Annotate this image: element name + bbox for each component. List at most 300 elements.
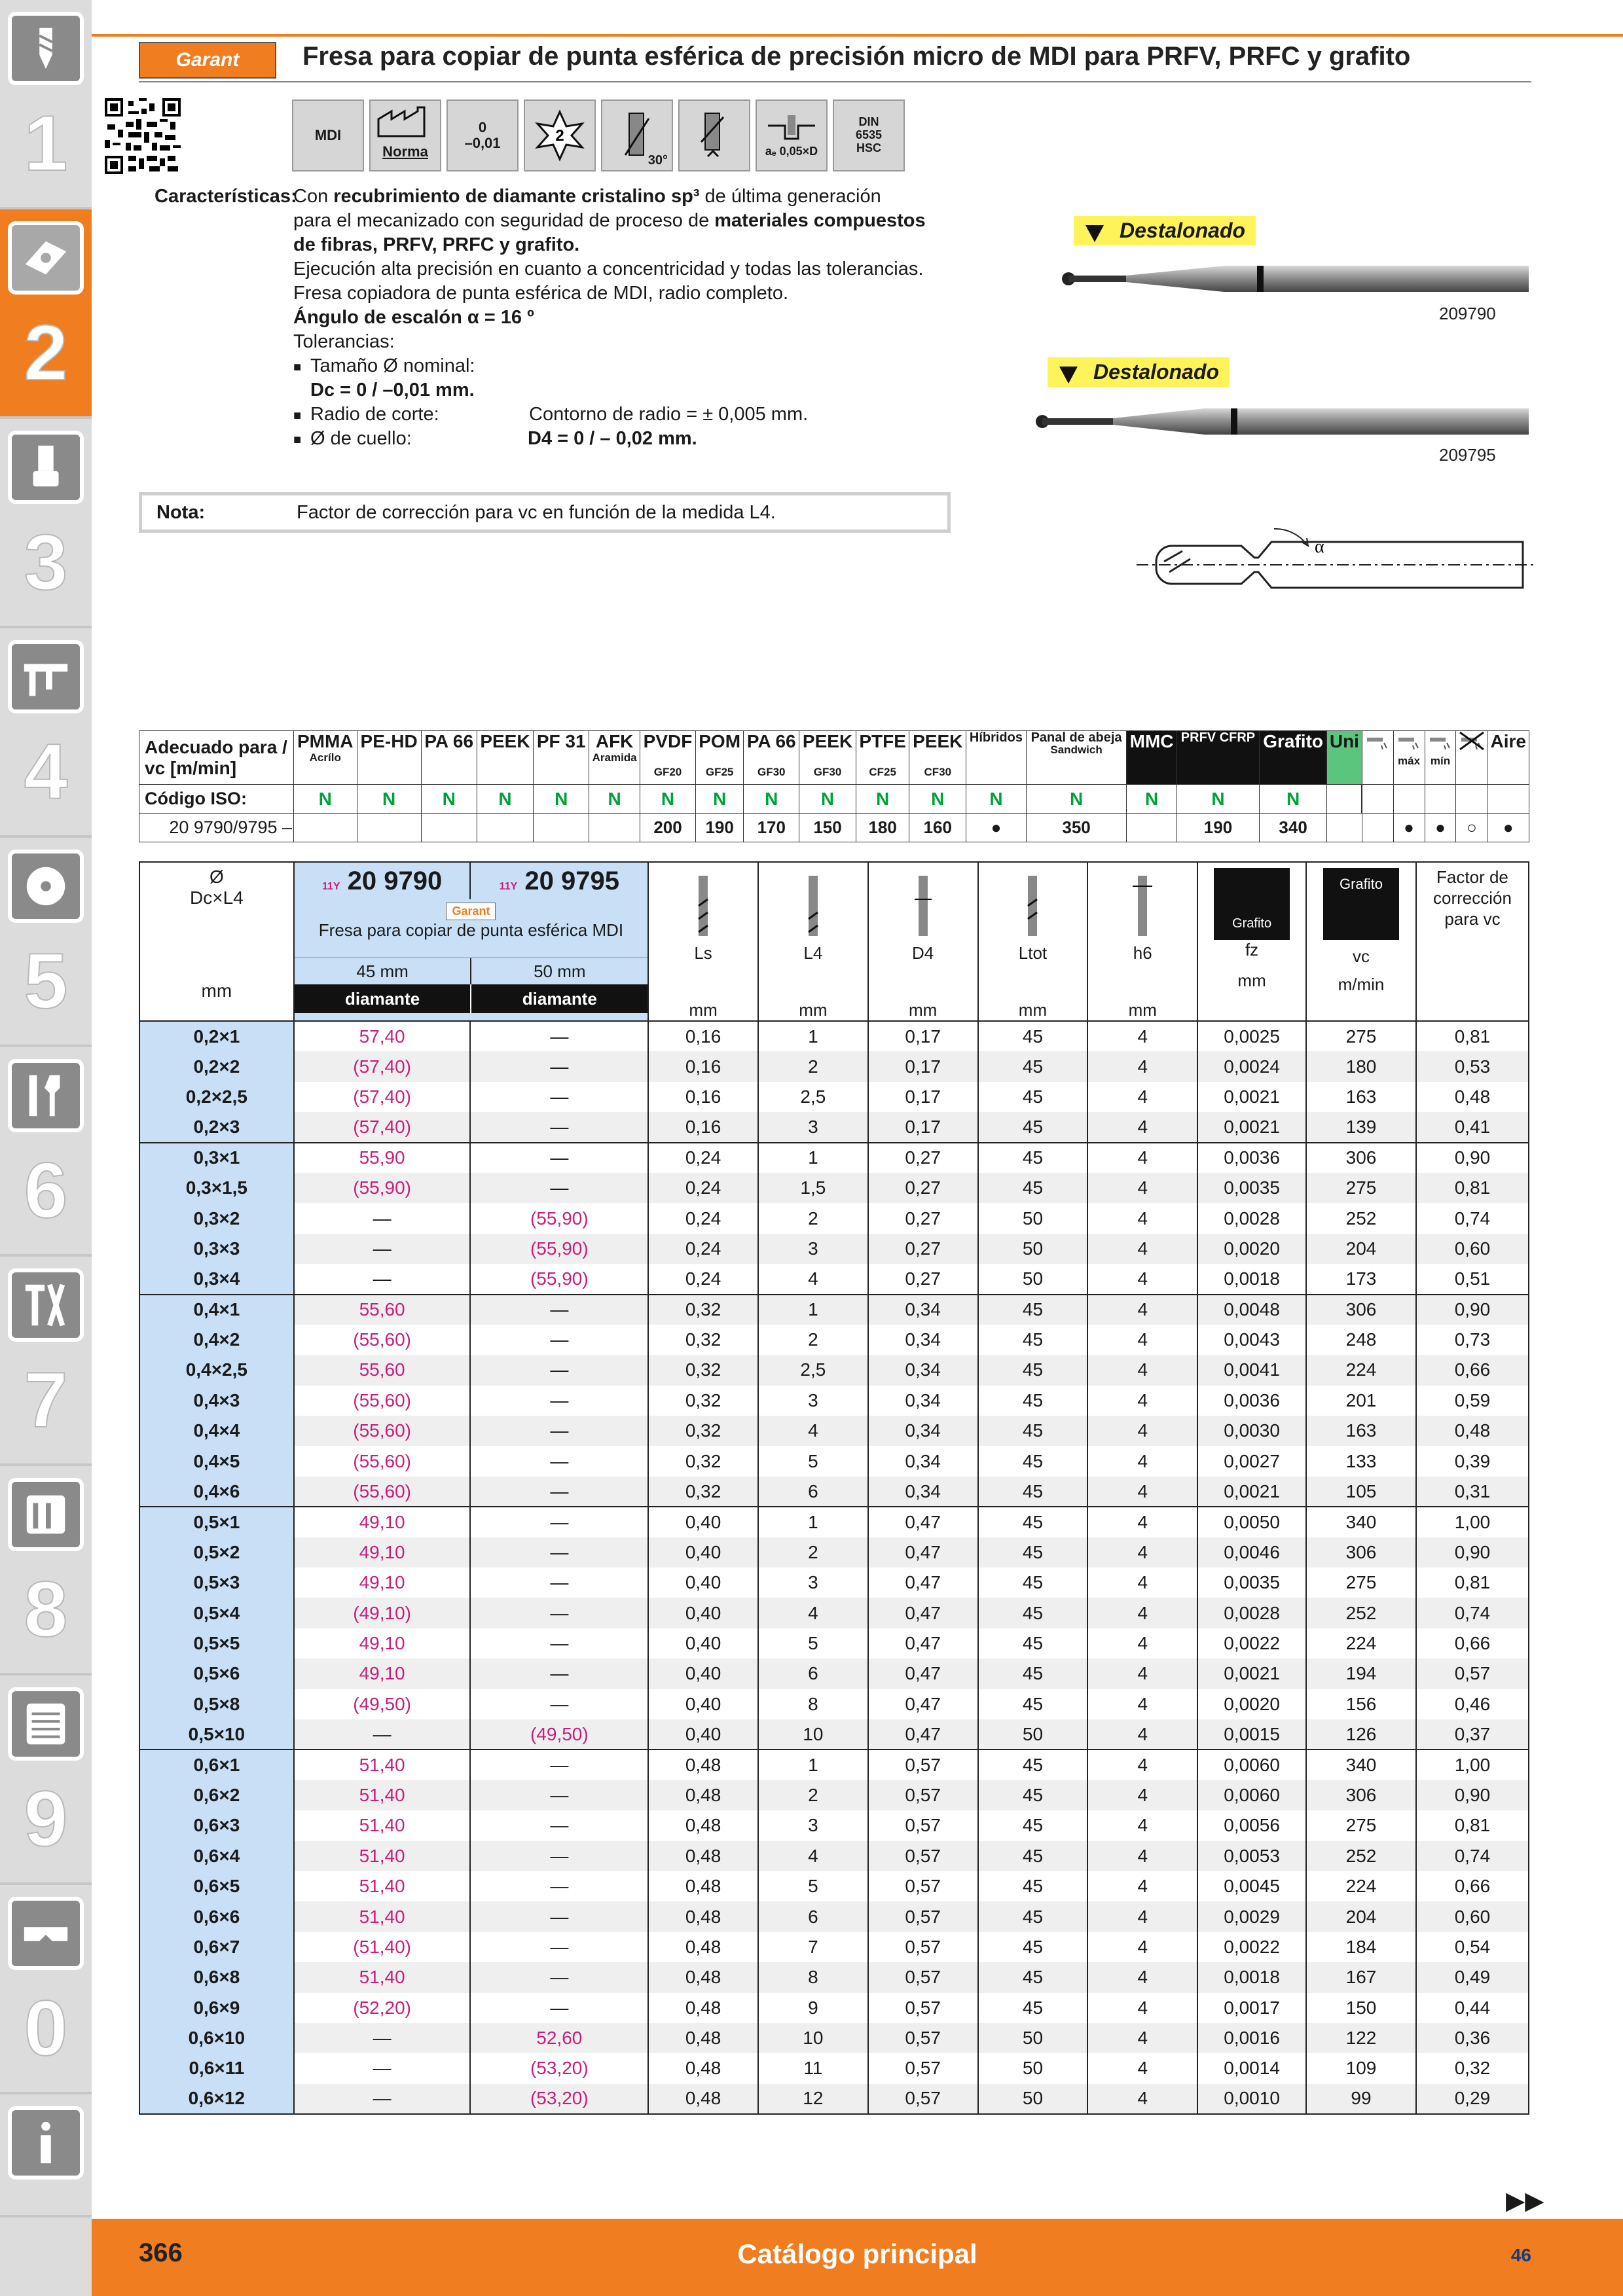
table-row[interactable] (139, 1780, 1529, 1810)
vc-cell: 350 (1026, 814, 1126, 842)
vc-header (1306, 862, 1416, 1021)
ls-cell: 0,24 (648, 1203, 758, 1233)
vc-cell: 224 (1306, 1871, 1416, 1901)
fz-cell: 0,0048 (1197, 1295, 1306, 1325)
length-209795: 50 mm (534, 961, 586, 982)
grafito-label: Grafito (1232, 916, 1272, 931)
material-col-14 (1127, 731, 1177, 785)
toolcase-icon (8, 1478, 84, 1551)
header-rule (92, 34, 1623, 37)
ltot-cell: 45 (978, 1659, 1088, 1689)
l4-cell: 1 (758, 1021, 868, 1051)
table-row[interactable] (139, 1993, 1529, 2023)
material-col-2 (421, 731, 477, 785)
suitability-table (139, 730, 1529, 842)
material-col-19 (1393, 731, 1425, 785)
price-209790-cell[interactable]: 51,40 (294, 1810, 471, 1840)
material-subname: CF25 (869, 766, 896, 778)
vc-cell: 133 (1306, 1446, 1416, 1476)
l4-cell: 3 (758, 1112, 868, 1142)
d4-cell: 0,57 (868, 1962, 978, 1992)
price-209790-cell[interactable]: (52,20) (294, 1993, 471, 2023)
l4-cell: 1 (758, 1507, 868, 1537)
material-subname: GF25 (705, 766, 734, 778)
iso-code-cell: N (357, 785, 421, 814)
ls-cell: 0,24 (648, 1234, 758, 1264)
fz-label: fz (1245, 940, 1259, 960)
l4-cell: 3 (758, 1568, 868, 1598)
price-209790-cell[interactable]: 51,40 (294, 1871, 471, 1901)
article-209790-header[interactable] (294, 862, 471, 899)
table-row[interactable] (139, 1051, 1529, 1081)
material-name: PEEK (480, 731, 530, 751)
factor-cell: 0,66 (1416, 1871, 1529, 1901)
end-mill-icon (1061, 253, 1532, 305)
iso-code-cell (1425, 785, 1456, 814)
price-209790-cell: — (294, 2023, 471, 2053)
feature-line-6: Ángulo de escalón α = 16 º (293, 307, 534, 328)
table-row[interactable] (139, 1082, 1529, 1112)
vc-cell (1127, 814, 1177, 842)
size-cell: 0,5×2 (139, 1537, 294, 1568)
table-row[interactable] (139, 1112, 1529, 1142)
h6-cell: 4 (1087, 1780, 1197, 1810)
d4-cell: 0,57 (868, 1841, 978, 1871)
vc-cell: ● (1425, 814, 1456, 842)
iso-code-cell: N (799, 785, 856, 814)
factory-icon (376, 106, 436, 139)
size-cell: 0,6×10 (139, 2023, 294, 2053)
vc-cell: 99 (1306, 2084, 1416, 2114)
price-209790-cell[interactable]: (49,50) (294, 1689, 471, 1719)
ls-cell: 0,48 (648, 1901, 758, 1931)
material-name: PE-HD (360, 731, 418, 751)
table-row[interactable] (139, 1962, 1529, 1992)
ls-cell: 0,32 (648, 1446, 758, 1476)
grafito-vc-icon (1323, 868, 1399, 940)
iso-code-cell (1456, 785, 1487, 814)
sidebar-tab-number: 5 (24, 937, 68, 1025)
table-row[interactable] (139, 1689, 1529, 1719)
chapter-sidebar (0, 0, 92, 2296)
h6-cell: 4 (1087, 1082, 1197, 1112)
vc-cell: 184 (1306, 1932, 1416, 1962)
h6-cell: 4 (1087, 1689, 1197, 1719)
table-row[interactable] (139, 1932, 1529, 1962)
l4-cell: 10 (758, 1719, 868, 1749)
d4-cell: 0,47 (868, 1568, 978, 1598)
fz-cell: 0,0030 (1197, 1416, 1306, 1446)
material-name: PA 66 (746, 731, 796, 751)
l4-cell: 11 (758, 2053, 868, 2083)
fz-cell: 0,0029 (1197, 1901, 1306, 1931)
price-209790-cell[interactable]: (55,60) (294, 1477, 471, 1507)
material-name: MMC (1129, 731, 1174, 751)
ls-cell: 0,48 (648, 1871, 758, 1901)
caliper-icon (8, 640, 84, 713)
price-209795-cell: — (470, 1780, 648, 1810)
material-name: AFK (595, 731, 634, 751)
vc-cell (589, 814, 640, 842)
feature-line-3: de fibras, PRFV, PRFC y grafito. (293, 234, 580, 255)
size-cell: 0,5×4 (139, 1598, 294, 1628)
fz-cell: 0,0056 (1197, 1810, 1306, 1840)
table-row[interactable] (139, 1446, 1529, 1476)
ls-cell: 0,40 (648, 1568, 758, 1598)
wrench-icon (8, 1059, 84, 1132)
ls-cell: 0,48 (648, 1962, 758, 1992)
material-subname: GF30 (813, 766, 842, 778)
price-209790-cell[interactable]: 51,40 (294, 1901, 471, 1931)
price-209790-cell[interactable]: (57,40) (294, 1082, 471, 1112)
sidebar-tab-6[interactable] (0, 1047, 92, 1257)
suitability-label (139, 731, 294, 785)
ltot-cell: 45 (978, 1628, 1088, 1659)
size-cell: 0,3×1 (139, 1143, 294, 1173)
material-name: PEEK (913, 731, 963, 751)
l4-label: L4 (803, 943, 823, 963)
table-row[interactable] (139, 1598, 1529, 1628)
material-name: Uni (1329, 731, 1359, 751)
ltot-cell: 45 (978, 1810, 1088, 1840)
price-209790-cell[interactable]: 55,60 (294, 1355, 471, 1385)
price-209795-cell[interactable]: (53,20) (470, 2053, 648, 2083)
size-cell: 0,6×4 (139, 1841, 294, 1871)
ltot-cell: 45 (978, 1173, 1088, 1203)
table-row[interactable] (139, 1537, 1529, 1568)
depth-label: aₑ 0,05×D (765, 145, 818, 158)
h6-cell: 4 (1087, 1386, 1197, 1416)
feature-text: de última generación (699, 186, 881, 207)
technical-drawing (1130, 516, 1536, 614)
table-row[interactable] (139, 1295, 1529, 1325)
factor-cell: 0,32 (1416, 2053, 1529, 2083)
fz-cell: 0,0060 (1197, 1780, 1306, 1810)
price-209790-cell[interactable]: 51,40 (294, 1841, 471, 1871)
price-209790-cell: — (294, 1264, 471, 1294)
vc-cell: ● (966, 814, 1027, 842)
art-prefix: 11Y (321, 880, 340, 892)
tool-l4-icon (803, 873, 823, 939)
table-row[interactable] (139, 1477, 1529, 1507)
factor-cell: 0,81 (1416, 1810, 1529, 1840)
h6-cell: 4 (1087, 1477, 1197, 1507)
vc-cell: 163 (1306, 1082, 1416, 1112)
price-209790-cell[interactable]: (57,40) (294, 1112, 471, 1142)
l4-cell: 2 (758, 1203, 868, 1233)
price-209790-cell[interactable]: (55,60) (294, 1325, 471, 1355)
table-row[interactable] (139, 2023, 1529, 2053)
factor-cell: 0,29 (1416, 2084, 1529, 2114)
fz-cell: 0,0036 (1197, 1386, 1306, 1416)
price-209790-cell[interactable]: 55,60 (294, 1295, 471, 1325)
table-row[interactable] (139, 1386, 1529, 1416)
vc-cell: 190 (1176, 814, 1259, 842)
l4-cell: 10 (758, 2023, 868, 2053)
next-page-arrow-icon[interactable]: ▶▶ (1506, 2187, 1544, 2215)
factor-cell: 0,90 (1416, 1780, 1529, 1810)
ls-cell: 0,16 (648, 1082, 758, 1112)
factor-cell: 0,37 (1416, 1719, 1529, 1749)
feature-text: para el mecanizado con seguridad de proceso de (293, 210, 715, 231)
table-row[interactable] (139, 1628, 1529, 1659)
iso-code-cell: N (744, 785, 799, 814)
d4-header (868, 862, 978, 1021)
price-209790-cell[interactable]: 51,40 (294, 1962, 471, 1992)
part-number: 209790 (1439, 304, 1496, 323)
characteristics (155, 185, 1006, 451)
ls-header (648, 862, 758, 1021)
price-209795-cell: — (470, 1416, 648, 1446)
table-row[interactable] (139, 1173, 1529, 1203)
ltot-cell: 45 (978, 1537, 1088, 1568)
material-subname: mín (1430, 755, 1451, 767)
h6-cell: 4 (1087, 1568, 1197, 1598)
price-209795-cell: — (470, 1689, 648, 1719)
table-row[interactable] (139, 2084, 1529, 2114)
price-209795-cell[interactable]: (55,90) (470, 1234, 648, 1264)
price-209795-cell[interactable]: (53,20) (470, 2084, 648, 2114)
material-subname: GF30 (757, 766, 786, 778)
price-209795-cell[interactable]: (49,50) (470, 1719, 648, 1749)
price-209790-cell[interactable]: 49,10 (294, 1659, 471, 1689)
table-row[interactable] (139, 1355, 1529, 1385)
tool-ls-icon (693, 873, 713, 939)
price-209795-cell: — (470, 1841, 648, 1871)
product-image-209790[interactable] (1061, 213, 1532, 331)
price-209790-cell[interactable]: 57,40 (294, 1021, 471, 1051)
sidebar-tab-0[interactable] (0, 1885, 92, 2094)
feature-line-7: Tolerancias: (293, 331, 395, 352)
sidebar-tab-8[interactable] (0, 1466, 92, 1676)
coolant-emulsion-icon (1364, 731, 1392, 755)
sidebar-tab-number: 9 (24, 1775, 68, 1863)
table-row[interactable] (139, 1841, 1529, 1871)
iso-code-cell (1393, 785, 1425, 814)
sidebar-tab-9[interactable] (0, 1676, 92, 1885)
h6-cell: 4 (1087, 1719, 1197, 1749)
tool-h6-icon (1133, 873, 1152, 939)
price-209790-cell[interactable]: (51,40) (294, 1932, 471, 1962)
table-row[interactable] (139, 1021, 1529, 1051)
price-209795-cell: — (470, 1325, 648, 1355)
qr-code-icon[interactable] (105, 98, 181, 174)
material-col-6 (640, 731, 696, 785)
price-209795-cell: — (470, 1477, 648, 1507)
d4-cell: 0,34 (868, 1355, 978, 1385)
tolerance-nominal (293, 354, 1006, 378)
price-209795-cell: — (470, 1295, 648, 1325)
size-cell: 0,6×7 (139, 1932, 294, 1962)
fz-cell: 0,0021 (1197, 1082, 1306, 1112)
factor-cell: 1,00 (1416, 1507, 1529, 1537)
factor-cell: 0,53 (1416, 1051, 1529, 1081)
article-209795-header[interactable] (470, 862, 648, 899)
feature-line-4: Ejecución alta precisión en cuanto a concentricidad y todas las tolerancias. (293, 259, 924, 279)
price-209790-cell[interactable]: (57,40) (294, 1051, 471, 1081)
price-209790-cell[interactable]: 49,10 (294, 1628, 471, 1659)
ltot-cell: 45 (978, 1507, 1088, 1537)
price-209790-cell[interactable]: 55,90 (294, 1143, 471, 1173)
l4-cell: 1 (758, 1749, 868, 1780)
h6-cell: 4 (1087, 1901, 1197, 1931)
vc-cell: 180 (1306, 1051, 1416, 1081)
milling-insert-icon (8, 221, 84, 295)
note-label: Nota: (156, 501, 206, 523)
fz-cell: 0,0021 (1197, 1112, 1306, 1142)
fz-cell: 0,0046 (1197, 1537, 1306, 1568)
l4-cell: 6 (758, 1659, 868, 1689)
l4-cell: 3 (758, 1234, 868, 1264)
vc-label: vc (1352, 946, 1370, 966)
price-209790-cell[interactable]: (55,60) (294, 1386, 471, 1416)
d4-cell: 0,47 (868, 1689, 978, 1719)
price-209795-cell: — (470, 1871, 648, 1901)
price-209790-cell[interactable]: (55,60) (294, 1446, 471, 1476)
price-209795-cell[interactable]: (55,90) (470, 1264, 648, 1294)
vc-cell: ○ (1456, 814, 1487, 842)
factor-cell: 0,74 (1416, 1203, 1529, 1233)
price-209790-cell[interactable]: 49,10 (294, 1507, 471, 1537)
price-209790-cell[interactable]: 51,40 (294, 1780, 471, 1810)
ltot-cell: 45 (978, 1112, 1088, 1142)
sidebar-tab-4[interactable] (0, 628, 92, 838)
material-col-21 (1456, 731, 1487, 785)
fz-cell: 0,0017 (1197, 1993, 1306, 2023)
tolerance-value: Contorno de radio = ± 0,005 mm. (529, 404, 809, 425)
table-row[interactable] (139, 1325, 1529, 1355)
table-row[interactable] (139, 1234, 1529, 1264)
material-name: PA 66 (424, 731, 474, 751)
feature-text: Con (293, 186, 334, 207)
sidebar-tab-2[interactable] (0, 209, 92, 419)
d4-cell: 0,47 (868, 1628, 978, 1659)
h6-cell: 4 (1087, 1659, 1197, 1689)
table-row[interactable] (139, 1749, 1529, 1780)
vc-cell: 156 (1306, 1689, 1416, 1719)
ltot-cell: 45 (978, 1568, 1088, 1598)
d4-cell: 0,57 (868, 1871, 978, 1901)
ls-cell: 0,48 (648, 1841, 758, 1871)
price-209795-cell[interactable]: 52,60 (470, 2023, 648, 2053)
sidebar-tab-number: 2 (24, 309, 68, 397)
factor-cell: 0,90 (1416, 1143, 1529, 1173)
price-209790-cell[interactable]: 49,10 (294, 1537, 471, 1568)
table-row[interactable] (139, 1810, 1529, 1840)
material-col-8 (744, 731, 799, 785)
h6-cell: 4 (1087, 1295, 1197, 1325)
vc-cell: 340 (1306, 1749, 1416, 1780)
cutting-depth-icon (765, 113, 818, 145)
fz-cell: 0,0010 (1197, 2084, 1306, 2114)
helix-angle-symbol (601, 99, 673, 171)
table-row[interactable] (139, 1143, 1529, 1173)
price-209790-cell[interactable]: (49,10) (294, 1598, 471, 1628)
badge-label: Destalonado (1120, 219, 1246, 242)
vc-cell: 204 (1306, 1234, 1416, 1264)
ltot-cell: 45 (978, 1295, 1088, 1325)
table-row[interactable] (139, 2053, 1529, 2083)
table-row[interactable] (139, 1507, 1529, 1537)
fz-cell: 0,0015 (1197, 1719, 1306, 1749)
price-209795-cell: — (470, 1021, 648, 1051)
ltot-cell: 45 (978, 1871, 1088, 1901)
d4-cell: 0,47 (868, 1507, 978, 1537)
factor-header: Factor de corrección para vc (1416, 862, 1529, 1021)
ls-label: Ls (694, 943, 712, 963)
sidebar-tab-7[interactable] (0, 1257, 92, 1466)
table-row[interactable] (139, 1568, 1529, 1598)
table-row[interactable] (139, 1659, 1529, 1689)
table-row[interactable] (139, 1264, 1529, 1294)
goggles-icon (8, 1897, 84, 1970)
table-row[interactable] (139, 1203, 1529, 1233)
vc-cell: 160 (909, 814, 966, 842)
iso-code-cell: N (1127, 785, 1177, 814)
sidebar-tab-1[interactable] (0, 0, 92, 209)
size-cell: 0,6×12 (139, 2084, 294, 2114)
h6-cell: 4 (1087, 1507, 1197, 1537)
d4-cell: 0,57 (868, 1901, 978, 1931)
ls-cell: 0,40 (648, 1507, 758, 1537)
ltot-cell: 45 (978, 1598, 1088, 1628)
price-209795-cell: — (470, 1386, 648, 1416)
cutter-rotation-icon (688, 109, 740, 162)
symbol-strip (292, 99, 905, 171)
price-209790-cell[interactable]: 49,10 (294, 1568, 471, 1598)
vc-cell: 275 (1306, 1810, 1416, 1840)
price-209790-cell[interactable]: (55,60) (294, 1416, 471, 1446)
product-image-209795[interactable] (1034, 355, 1532, 473)
size-cell: 0,3×4 (139, 1264, 294, 1294)
size-cell: 0,6×6 (139, 1901, 294, 1931)
sidebar-tab-i[interactable] (0, 2094, 92, 2217)
flutes-symbol (524, 99, 596, 171)
table-row[interactable] (139, 1901, 1529, 1931)
vc-row-label: 20 9790/9795 – (139, 814, 294, 842)
factor-cell: 0,48 (1416, 1416, 1529, 1446)
tolerance-label: Radio de corte: (310, 404, 439, 425)
sidebar-tab-5[interactable] (0, 838, 92, 1047)
size-cell: 0,3×3 (139, 1234, 294, 1264)
article-number: 20 9795 (524, 866, 619, 895)
l4-cell: 9 (758, 1993, 868, 2023)
l4-header (758, 862, 868, 1021)
vc-cell: 204 (1306, 1901, 1416, 1931)
flutes-count: 2 (555, 127, 564, 145)
price-209790-cell[interactable]: (55,90) (294, 1173, 471, 1203)
table-row[interactable] (139, 1416, 1529, 1446)
size-cell: 0,3×2 (139, 1203, 294, 1233)
d4-cell: 0,47 (868, 1659, 978, 1689)
price-209795-cell: — (470, 1568, 648, 1598)
iso-code-cell: N (1026, 785, 1126, 814)
tool-ltot-icon (1023, 873, 1042, 939)
vc-cell: 306 (1306, 1537, 1416, 1568)
page-number: 366 (139, 2238, 183, 2267)
fz-cell: 0,0021 (1197, 1659, 1306, 1689)
vc-cell: 306 (1306, 1143, 1416, 1173)
sidebar-tab-3[interactable] (0, 419, 92, 628)
material-col-18 (1362, 731, 1393, 785)
table-row[interactable] (139, 1871, 1529, 1901)
price-209795-cell[interactable]: (55,90) (470, 1203, 648, 1233)
ltot-cell: 50 (978, 1203, 1088, 1233)
material-name: PMMA (297, 731, 354, 751)
h6-cell: 4 (1087, 1264, 1197, 1294)
price-209790-cell[interactable]: 51,40 (294, 1749, 471, 1780)
table-row[interactable] (139, 1719, 1529, 1749)
